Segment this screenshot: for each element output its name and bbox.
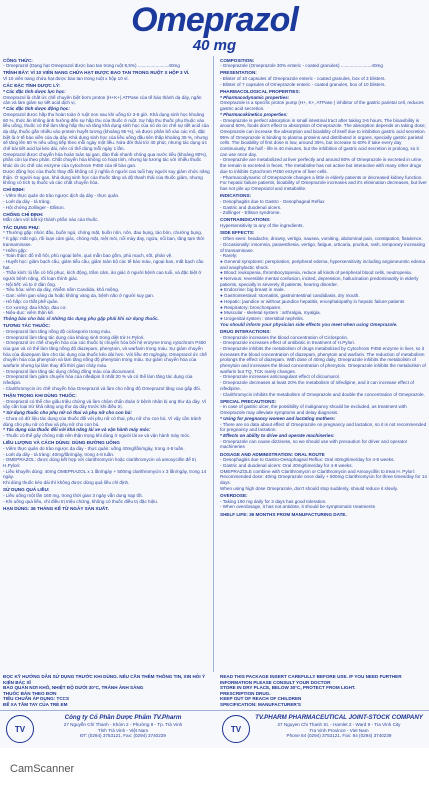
section-heading: SỬ DỤNG QUÁ LIỀU: bbox=[3, 487, 50, 493]
section-heading: THẬN TRỌNG KHI DÙNG THUỐC: bbox=[3, 393, 77, 399]
paragraph: - Occasionally: insomnia, paraesthesia, vertigo, fatigue, urticaria, pruritus, rash, temporary increasing of transaminase. bbox=[220, 241, 426, 253]
paragraph: * Thường gặp: nhức đầu, buồn ngủ, chóng mặt, buồn nôn, nôn, đau bụng, táo bón, chướng bụng. bbox=[3, 230, 203, 236]
company-address-vi: 27 Nguyễn Chí Thanh - Khóm 2 - Phường 9 - Tp. Trà Vinh Tỉnh Trà Vinh - Việt Nam ĐT: (0294) 3753121, Fax: (0294) 3740239 bbox=[63, 722, 183, 739]
section-heading: HẠN DÙNG: 36 THÁNG KỂ TỪ NGÀY SẢN XUẤT. bbox=[3, 505, 109, 511]
paragraph: - Tiêu hóa: viêm dạ dày, nhiễm nấm Candida, khô miệng. bbox=[3, 287, 120, 293]
paragraph: Omeprazol được chuyển hóa hoàn toàn tại gan, đào thải nhanh chóng qua nước tiểu (khoảng 80%), phần còn lại theo phân. Chất chuyển hóa không có hoạt tính, nhưng lại tương tác với nhiều thuốc khác do ức chế các enzyme của cytochrom P450 của tế bào gan. bbox=[3, 151, 208, 169]
section-heading: TÁC DỤNG PHỤ: bbox=[3, 224, 40, 230]
paragraph: - Liều uống một lần 160 mg, trong thời gian 3 ngày vẫn dung nạp tốt. bbox=[3, 493, 143, 499]
paragraph: - Omeprazole (Omeprazole 30% enteric - coated granules) ........................40mg bbox=[220, 63, 383, 69]
paragraph: - Hô hấp: co thắt phế quản. bbox=[3, 298, 59, 304]
product-dose: 40 mg bbox=[192, 37, 237, 54]
section-heading: CÁC ĐẶC TÍNH DƯỢC LÝ: bbox=[3, 83, 61, 89]
section-heading: TRÌNH BÀY: VỈ 10 VIÊN NANG CHỨA HẠT ĐƯỢC BAO TAN TRONG RUỘT X HỘP 3 VỈ. bbox=[3, 70, 190, 76]
paragraph: - Omeprazole inhibits the metabolism of drugs metabolized by Cytochrom P450 enzyme in liver, so it increases the blood concentration of diazepam, phenytoin and warfarin. The reduction of metabolism prolongs the effect of diazepam. With dose of 40mg daily, Omeprazole inhibits the metabolism of phenytoin and increases the blood concentration of phenytoin. Omeprazole inhibits the metabolism of warfarin but TQ, TCK rarely changes. bbox=[220, 345, 426, 374]
paragraph: ● Gastrointestinal: stomatitis, gastrointestinal candidiasis, dry mouth. bbox=[220, 293, 360, 299]
paragraph: * Hiếm gặp: bbox=[3, 247, 28, 253]
paragraph: - Often seen: headache, drowsy, vertigo, nausea, vomiting, abdominal pain, constipation, flatulence. bbox=[220, 236, 423, 242]
subsection-heading: * Pharmacokinetics properties: bbox=[220, 111, 288, 117]
section-heading: LIỀU LƯỢNG VÀ CÁCH DÙNG: DÙNG ĐƯỜNG UỐNG bbox=[3, 440, 120, 446]
paragraph: - Oesophagitis due to Gastro-Oesophageal Reflux: Oral 40mg/time/day for 4-8 weeks. bbox=[220, 457, 395, 463]
vietnamese-column bbox=[3, 56, 210, 672]
paragraph: - Nội tiết: vú to ở đàn ông. bbox=[3, 281, 57, 287]
paragraph: - In case of gastric ulcer, the possibility of malignancy should be excluded, as treatment with Omeprazole may alleviate symptoms and delay diagnosis. bbox=[220, 404, 407, 416]
section-heading: DRUG INTERACTIONS: bbox=[220, 328, 271, 334]
paragraph: - Omeprazole increases effect of antibiotic in treatment of H.Pylori. bbox=[220, 340, 355, 346]
paragraph: - Clarithromycin ức chế chuyển hóa Omeprazol và làm cho nồng độ Omeprazol tăng cao gấp đôi. bbox=[3, 385, 201, 391]
paragraph: - Khi uống quá liều, chỉ điều trị triệu chứng, không có thuốc điều trị đặc hiệu. bbox=[3, 498, 159, 504]
section-heading: SHELF LIFE: 36 MONTHS FROM MANUFACTURING DATE. bbox=[220, 511, 347, 517]
section-heading: CÔNG THỨC: bbox=[3, 57, 33, 63]
paragraph: - Omeprazole increases anticoagulant effect of dicoumarol. bbox=[220, 374, 340, 380]
paragraph: - Clarithromycin inhibits the metabolism of Omeprazole and double the concentration of Omeprazole. bbox=[220, 391, 425, 397]
paragraph: - Viêm thực quản do trào ngược dịch dạ dày - thực quản. bbox=[3, 193, 120, 199]
subsection-heading: * Sử dụng thuốc cho phụ nữ có thai và phụ nữ cho con bú: bbox=[3, 410, 133, 416]
paragraph: - Hội chứng Zollinger - Ellison. bbox=[3, 204, 65, 210]
paragraph: Vỉ 10 viên nang chứa hạt được bao tan trong ruột x hộp 10 vỉ. bbox=[3, 76, 129, 82]
subsection-heading: * Các đặc tính dược động học: bbox=[3, 106, 70, 112]
column-divider bbox=[213, 56, 214, 672]
product-title: Omeprazol bbox=[131, 1, 298, 39]
section-heading: SPECIAL PRECAUTIONS: bbox=[220, 398, 277, 404]
section-heading: SIDE EFFECTS: bbox=[220, 230, 255, 236]
paragraph: - Gastric and duodenal ulcers. bbox=[220, 204, 282, 210]
paragraph: You should inform your physician side effects you meet when using Omeprazole. bbox=[220, 321, 398, 327]
paragraph: - Gan: viêm gan vàng da hoặc không vàng da, bệnh não ở người suy gan. bbox=[3, 293, 155, 299]
scanner-watermark: CamScanner bbox=[10, 763, 75, 775]
paragraph: - Huyết học: giảm bạch cầu, giảm tiểu cầu, giảm toàn bộ các tế bào máu, ngoại ban, mất bạch cầu hạt. bbox=[3, 258, 204, 270]
paragraph: - Loét dạ dày - tá tràng: 40mg/lần/ngày, trong 4-8 tuần. bbox=[3, 451, 115, 457]
paragraph: - Omeprazole is perfect absorption in small intestinal tract after taking 3-6 hours. The bioavibility is around 60%, foods don't effect to absorption of Omeprazole. The absorption depends on taking dose; Omeprazole can increase the absorption and bioability of itself due to inhibition gastric acid secretion. 95% of Omeprazole is binding to plasma proteins and distributed in organs, specially gastric parietal cells. The bioability of first dose is low, around 35%, but increase to 60% if take every day continuously, the half - life is 40 minutes, but the inhibition of gastric acid secretion is prolong, so it can use once day. bbox=[220, 117, 426, 157]
paragraph: - Gastric and duodenal ulcers: Oral 40mg/time/day for 4-8 weeks. bbox=[220, 463, 353, 469]
paragraph: - Zollinger - Ellison syndrome. bbox=[220, 210, 281, 216]
paragraph: - Rarely: bbox=[220, 253, 238, 259]
section-heading: CONTRAINDICATIONS: bbox=[220, 217, 271, 223]
paragraph: - Oesophagitis due to Gastro - Oesophageal Reflux bbox=[220, 198, 325, 204]
company-name-en: TV.PHARM PHARMACEUTICAL JOINT-STOCK COMPANY bbox=[255, 714, 423, 721]
paragraph: - Thuốc có thể gây chóng mặt nên thận trọng khi dùng ở người lái xe và vận hành máy móc. bbox=[3, 433, 191, 438]
paragraph: Hypersensitivity to any of the ingredients. bbox=[220, 223, 304, 229]
paragraph: ● Hepatic: jaundice or without jaundice hepatitis, encephalopathy in hepatic failure patients bbox=[220, 298, 405, 304]
paragraph: ● Muscular - skeletal system : arthralgia, myalgia. bbox=[220, 310, 321, 316]
paragraph: ● Respiratory: bronchospasm. bbox=[220, 304, 282, 310]
paragraph: Dược động học của thuốc thay đổi không có ý nghĩa ở người cao tuổi hay người suy giảm chức năng thận. Ở người suy gan, khả dụng sinh học của thuốc tăng và độ thanh thải của thuốc giảm, nhưng không có tích tụ thuốc và các chất chuyển hóa. bbox=[3, 168, 210, 186]
paragraph: - Omeprazol có thể che giấu triệu chứng và làm chậm chẩn đoán ở bệnh nhân bị ung thư dạ dày. Vì vậy cần loại trừ khả năng ung thư dạ dày trước khi điều trị. bbox=[3, 398, 207, 410]
section-heading: COMPOSITION: bbox=[220, 57, 255, 63]
paragraph: ● Urogenital system : interstitial nephritis. bbox=[220, 315, 304, 321]
section-heading: CHỈ ĐỊNH: bbox=[3, 187, 25, 193]
tvpharm-logo-icon: TV bbox=[6, 715, 34, 743]
warnings-vi: ĐỌC KỸ HƯỚNG DẪN SỬ DỤNG TRƯỚC KHI DÙNG. NẾU CẦN THÊM THÔNG TIN, XIN HỎI Ý KIẾN BÁC SĨ BẢO QUẢN NƠI KHÔ, NHIỆT ĐỘ DƯỚI 30°C, TRÁNH ÁNH SÁNG THUỐC BÁN THEO ĐƠN TIÊU CHUẨN ÁP DỤNG: TCCS ĐỂ XA TẦM TAY CỦA TRẺ EM bbox=[3, 674, 206, 707]
paragraph: - Liều khuyến dùng: 40mg OMEPRAZOL x 1 lần/ngày + 500mg clarithromycin x 3 lần/ngày, trong 14 ngày. bbox=[3, 468, 207, 480]
tvpharm-logo-icon: TV bbox=[222, 715, 250, 743]
paragraph: When using high dose Omeprazole, don't should stop suddenly, should reduce it slowly. bbox=[220, 485, 398, 491]
paragraph: Recommended dose: 40mg Omeprazole once daily + 500mg Clarithromycin for three times/day for 14 days. bbox=[220, 474, 427, 486]
paragraph: - Thần kinh: lú lẫn có hồi phục, kích động, trầm cảm, ảo giác ở người bệnh cao tuổi, và đặc biệt ở người bệnh nặng, rối loạn thính giác. bbox=[3, 270, 202, 282]
warnings-en: READ THIS PACKAGE INSERT CAREFULLY BEFORE USE. IF YOU NEED FURTHER INFORMATION PLEASE CONSULT YOUR DOCTOR STORE IN DRY PLACE, BELOW 30°C, PROTECT FROM LIGHT. PRESCRIPTION DRUG. KEEP OUT OF REACH OF CHILDREN SPECIFICATION: MANUFACTURER'S bbox=[220, 674, 402, 707]
section-heading: OVERDOSE: bbox=[220, 493, 248, 499]
subsection-heading: * Effects on ability to drive and operate machineries: bbox=[220, 433, 335, 438]
paragraph: - Omeprazole increases the blood concentration of Ciclosporin. bbox=[220, 334, 349, 340]
company-name-vi: Công ty Cổ Phần Dược Phẩm TV.Pharm bbox=[64, 714, 182, 721]
manufacturer-footer bbox=[0, 710, 429, 747]
subsection-heading: * Using for pregnancy women and lactating mothers: bbox=[220, 415, 336, 421]
paragraph: Mẫn cảm với bất kỳ thành phần nào của thuốc. bbox=[3, 217, 99, 223]
paragraph: - When overdosage, it has not antidote, it should be symptomatic treatments bbox=[220, 504, 375, 510]
english-column bbox=[220, 56, 427, 672]
paragraph: - Omeprazol làm giảm chuyển hóa của nifedipin ít nhất 20 % và có thể làm tăng tác dụng của nifedipin. bbox=[3, 374, 193, 386]
paragraph: - Viêm thực quản do trào ngược dạ dày - thực quản: uống 40mg/lần/ngày, trong 4-8 tuần. bbox=[3, 445, 185, 451]
subsection-heading: * Các đặc tính dược lực học: bbox=[3, 89, 66, 95]
paragraph: - Omeprazole are metabolized at liver perfectly and around 80% of Omeprazole is excreted in urine, the remain is excreted in feces. The metabolite has not active but interactive with many other drugs due to inhibits Cytochrom P450 enzyme of liver cells. bbox=[220, 157, 423, 174]
paragraph: - Niệu-dục: viêm thận kẽ. bbox=[3, 310, 55, 316]
paragraph: - Loét dạ dày - tá tràng. bbox=[3, 198, 51, 204]
paragraph: - Omeprazol ức chế chuyển hóa của các thuốc bị chuyển hóa bởi hệ enzyme trong cytochrom P450 của gan và có thể làm tăng nồng độ diazepam, phenytoin, và warfarin trong máu. Sự giảm chuyển hóa của diazepam làm cho tác dụng của thuốc kéo dài hơn. Với liều 40 mg/ngày, Omeprazol ức chế chuyển hóa của phenytoin và làm tăng nồng độ phenytoin trong máu. Sự giảm chuyển hóa của warfarin nhưng lại làm thay đổi thời gian chảy máu. bbox=[3, 340, 207, 369]
paragraph: - Chưa có dữ liệu tác dụng của thuốc đối với phụ nữ có thai, phụ nữ cho con bú. Vì vậy cần tránh dùng cho phụ nữ có thai và phụ nữ cho con bú. bbox=[3, 415, 202, 427]
paragraph: - Omeprazol (Dạng hạt Omeprazol được bao tan trong ruột 8,5%) ........................40mg bbox=[3, 63, 180, 69]
paragraph: Omeprazol được hấp thu hoàn toàn ở ruột non sau khi uống từ 3-6 giờ. Khả dụng sinh học khoảng 60 %, thức ăn không ảnh hưởng đến sự hấp thu của thuốc ở ruột. Sự hấp thu thuốc phụ thuộc vào liều uống, thuốc có thể làm tăng hấp thu và tăng khả dụng sinh học của nó do ức chế sự tiết acid của dạ dày, thuốc gắn nhiều vào protein huyết tương (khoảng 95 %), và được phân bố vào các mô, đặc biệt là ở tế bào viền của dạ dày. Khả dụng sinh học của liều uống đầu tiên thấp khoảng 35 %, nhưng sẽ tăng lên 60 % nếu uống tiếp theo mỗi ngày một liều. Nửa đời thải trừ 40 phút, nhưng tác dụng ức chế bài tiết acid lại kéo dài, nên có thể dùng mỗi ngày 1 lần. bbox=[3, 111, 209, 152]
paragraph: - Blister of 7 capsules of Omeprazole enteric - coated granules, box of 10 blisters. bbox=[220, 81, 386, 87]
company-address-en: 27 Nguyen Chi Thanh St. - Hamlet 2 - Ward 9 - Tra Vinh City Tra Vinh Province - Viet Nam Phone 84 (0294) 3753121, Fax: 84 (0294) 3740239 bbox=[277, 722, 401, 739]
paragraph: OMEPRAZOLE combine with Clarithromycin or Clarithromycin and Amoxycillin to treat H. Pylori: bbox=[220, 468, 416, 474]
section-heading: DOSAGE AND ADMINISTRATION: ORAL ROUTE bbox=[220, 451, 325, 457]
paragraph: - Omeprazol làm tăng tác dụng chống đông máu của dicoumarol. bbox=[3, 368, 136, 374]
subsection-heading: * Tác dụng của thuốc đối với khả năng lái xe và vận hành máy móc: bbox=[3, 427, 151, 433]
paragraph: - Cơ xương: đau khớp, đau cơ. bbox=[3, 304, 67, 310]
paragraph: ● Blood: leukopenia, thrombocytopenia, reduce all kinds of peripheral blood cells, neutropenia. bbox=[220, 270, 413, 276]
paragraph: Thông báo cho bác sĩ những tác dụng phụ gặp phải khi sử dụng thuốc. bbox=[3, 315, 159, 321]
paragraph: ● Nervous: reversible mental confusion, incited, depression, hallucination predominantly in elderly patients, specially in severely ill patients, hearing disorder. bbox=[220, 276, 419, 287]
paragraph: - Omeprazol làm tăng tác dụng của kháng sinh trong diệt trừ H.Pylori. bbox=[3, 334, 145, 340]
paragraph: - Toàn thân: đổ mồ hôi, phù ngoại biên, quá mẫn bao gồm, phù mạch, sốt, phản vệ. bbox=[3, 253, 173, 259]
paragraph: ● General symptoms: perspiration, peripheral edema, hypersensitivity including angioneurotic edema and anaphylactic shock. bbox=[220, 258, 426, 270]
paragraph: - Omeprazole can cause dizziness, so we should use with precaution for driver and operator machineries bbox=[220, 438, 408, 450]
section-heading: CHỐNG CHỈ ĐỊNH: bbox=[3, 211, 44, 217]
section-heading: INDICATIONS: bbox=[220, 193, 252, 199]
subsection-heading: * Pharmacodynamic properties: bbox=[220, 94, 290, 100]
paragraph: - There are no data about effect of Omeprazole on pregnancy and lactation, so it is not recommended for pregnancy and lactation. bbox=[220, 421, 427, 433]
paragraph: - Taking 160 mg daily for 3 days has good toleration. bbox=[220, 498, 327, 504]
section-heading: TƯƠNG TÁC THUỐC: bbox=[3, 323, 51, 329]
paragraph: * Ít gặp: mất ngủ, rối loạn cảm giác, chóng mặt, mệt mỏi, nổi mày đay, ngứa, nổi ban, tăng tạm thời transaminase. bbox=[3, 236, 205, 247]
paragraph: - Omeprazole decreases at least 20% the metabolism of nifedipine, and it can increase effect of nifedipine. bbox=[220, 380, 414, 391]
section-heading: PHARMACOLOGICAL PROPERTIES: bbox=[220, 89, 301, 95]
paragraph: Khi dùng thuốc kéo dài thì không được dùng quá liều chỉ định. bbox=[3, 480, 130, 486]
paragraph: - Blister of 10 capsules of Omeprazole enteric - coated granules, box of 3 blisters. bbox=[220, 76, 386, 82]
paragraph: Omeprazole is a specific proton pump (H+, K+, ATPase ) inhibitor of the gastric parietal cell, reduces gastric acid secretion. bbox=[220, 100, 424, 112]
paragraph: - Omeprazol làm tăng nồng độ ciclosporin trong máu. bbox=[3, 328, 112, 334]
paragraph: Omeprazol là chất ức chế chuyên biệt bơm proton (H+K+) ATPase của tế bào thành dạ dày, ngăn cản và làm giảm sự tiết acid dịch vị. bbox=[3, 94, 202, 106]
section-heading: PRESENTATION: bbox=[220, 70, 257, 76]
paragraph: - OMEPRAZOL: được dùng kết hợp với clarithromycin hoặc clarithromycin và amoxycillin để trị H.Pylori: bbox=[3, 457, 196, 469]
paragraph: ● Endocrine: big breast in male. bbox=[220, 287, 285, 293]
paragraph: - Pharmacodynamic of Omeprazole changes a little in elderly patients or decreased kidney function. For hepatic failure patients, bioability of Omeprazole increases and it's elimination decreases, but liver has not pile up Omeprazol and metabolite. bbox=[220, 174, 427, 191]
